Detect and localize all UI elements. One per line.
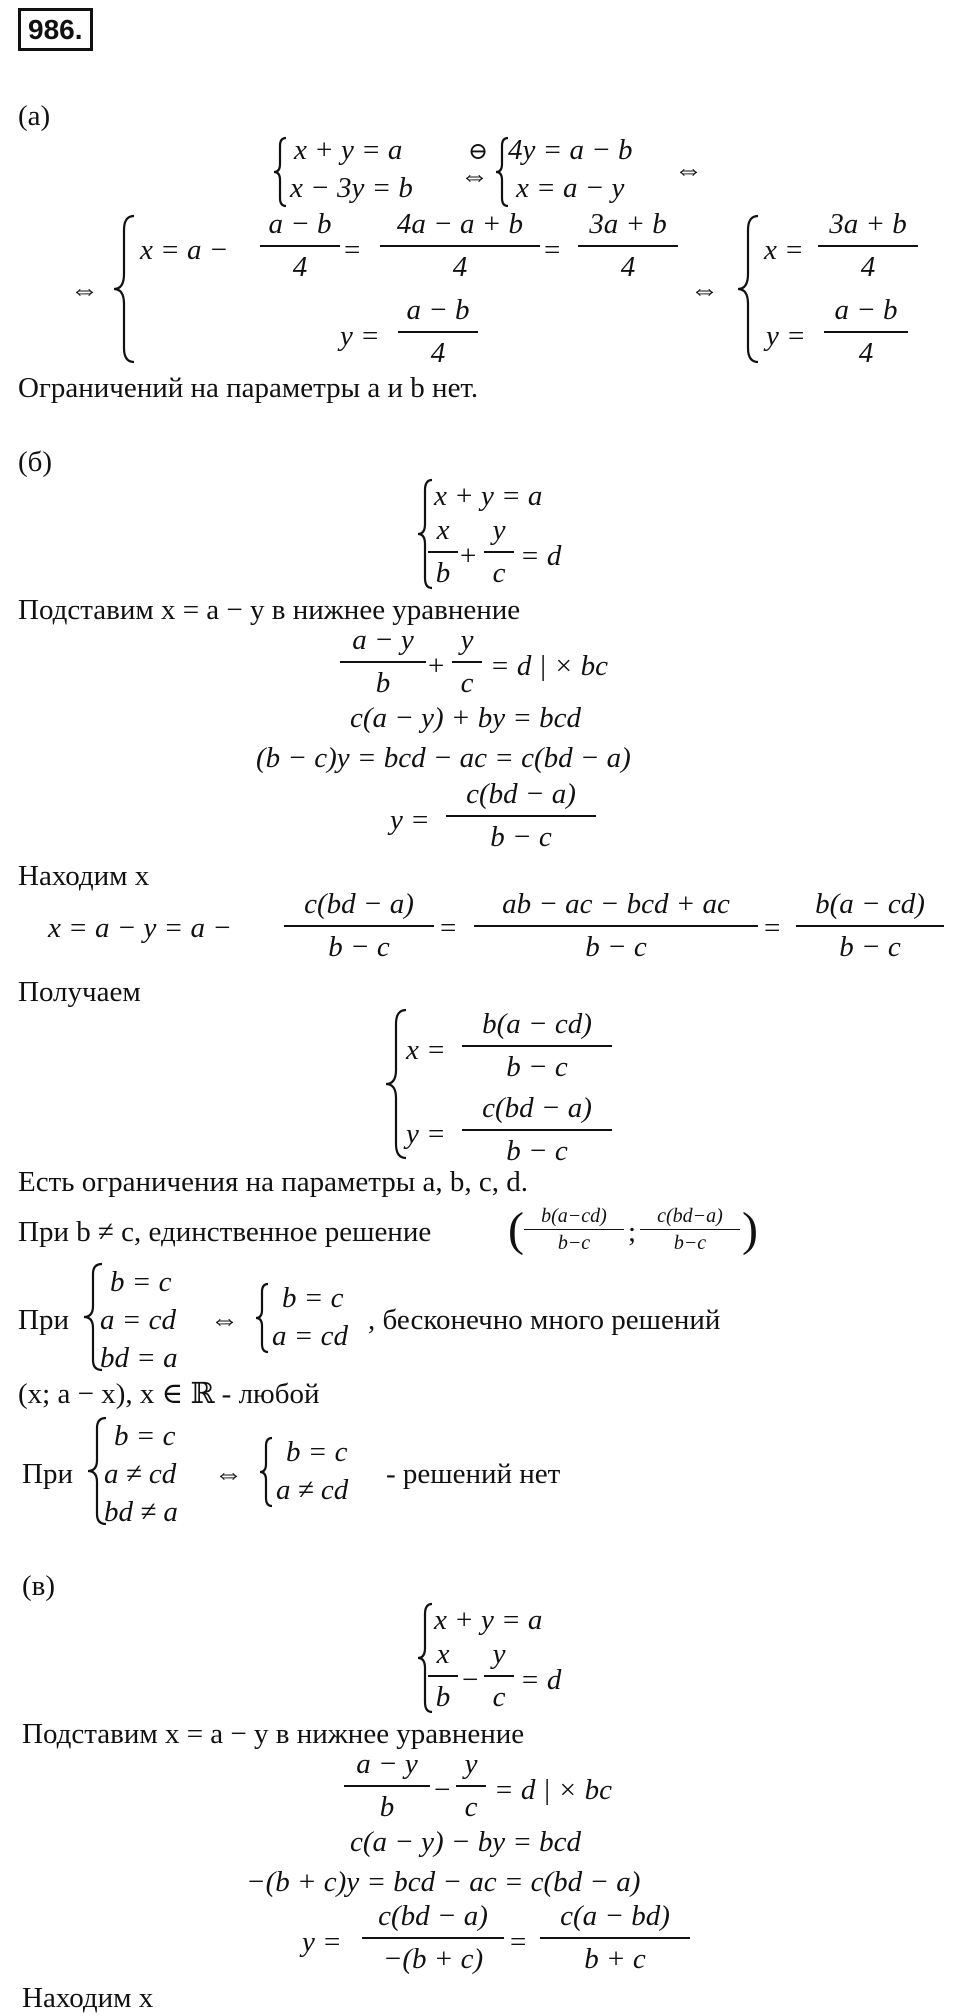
- b-eq-d: = d: [520, 540, 562, 572]
- sys2-eq1: 4y = a − b: [508, 134, 633, 166]
- b-line4: (b − c)y = bcd − ac = c(bd − a): [256, 742, 631, 774]
- iff-symbol: ⇔: [70, 274, 99, 306]
- b-x-chain-lhs: x = a − y = a −: [48, 912, 232, 944]
- b-y-lhs: y =: [390, 804, 430, 836]
- fraction: $\frac{c(bd - a)}{b - c}$: [284, 890, 434, 962]
- fraction: $\frac{3a + b}{4}$: [818, 210, 918, 282]
- c-sys-eq1: x + y = a: [434, 1604, 543, 1636]
- equals: =: [440, 912, 457, 944]
- c-eq-d: = d: [520, 1664, 562, 1696]
- c3-e3: bd ≠ a: [104, 1496, 178, 1528]
- fraction: $\frac{a - b}{4}$: [398, 296, 478, 368]
- c2-e1: b = c: [110, 1266, 172, 1298]
- brace: [734, 214, 762, 364]
- equals: =: [764, 912, 781, 944]
- x-lhs: x = a −: [140, 234, 229, 266]
- iff-symbol: ⇔: [674, 154, 703, 186]
- fraction: $\frac{b(a - cd)}{b - c}$: [796, 890, 944, 962]
- sys2-eq2: x = a − y: [516, 172, 625, 204]
- iff-symbol: ⇔: [460, 160, 489, 192]
- plus: +: [428, 650, 445, 682]
- b-subst-text: Подставим x = a − y в нижнее уравнение: [18, 594, 521, 626]
- b-get: Получаем: [18, 976, 141, 1008]
- iff-symbol: ⇔: [210, 1304, 239, 1336]
- part-b-label: (б): [18, 446, 53, 478]
- fraction: $\frac{3a + b}{4}$: [578, 210, 678, 282]
- fraction: $\frac{y}{c}$: [452, 626, 482, 698]
- plus: +: [460, 540, 477, 572]
- b-case3-pri: При: [22, 1458, 73, 1490]
- semicolon: ;: [628, 1216, 637, 1248]
- c3-r2: a ≠ cd: [276, 1474, 349, 1506]
- y-lhs: y =: [340, 320, 380, 352]
- c2-tail: , бесконечно много решений: [368, 1304, 721, 1336]
- c-y-lhs: y =: [302, 1926, 342, 1958]
- fraction: $\frac{y}{c}$: [484, 1640, 514, 1712]
- sys1-eq2: x − 3y = b: [290, 172, 413, 204]
- fraction: $\frac{a - y}{b}$: [344, 1750, 430, 1822]
- fraction: $\frac{x}{b}$: [428, 1640, 458, 1712]
- c3-r1: b = c: [286, 1436, 348, 1468]
- fraction: ab − ac − bcd + ac b − c: [474, 890, 758, 962]
- c-line4: −(b + c)y = bcd − ac = c(bd − a): [246, 1866, 641, 1898]
- fraction: $\frac{4a - a + b}{4}$: [380, 210, 540, 282]
- paren-open: (: [508, 1203, 524, 1256]
- fraction: $\frac{a - y}{b}$: [340, 626, 426, 698]
- brace: [110, 214, 138, 364]
- b-case2-pri: При: [18, 1304, 69, 1336]
- equals: =: [510, 1926, 527, 1958]
- equals: =: [544, 234, 561, 266]
- minus: −: [434, 1774, 451, 1806]
- c2-r2: a = cd: [272, 1320, 348, 1352]
- b-eq-d-times: = d | × bc: [490, 650, 608, 682]
- brace: [272, 136, 288, 208]
- minus: −: [462, 1664, 479, 1696]
- b-res-y-lhs: y =: [406, 1118, 446, 1150]
- brace: [258, 1436, 274, 1508]
- c-subst-text: Подставим x = a − y в нижнее уравнение: [22, 1718, 525, 1750]
- fraction: $\frac{c(bd-a)}{b-c}$: [640, 1206, 740, 1253]
- equals: =: [344, 234, 361, 266]
- res-x-lhs: x =: [764, 234, 804, 266]
- minus-circle-icon: ⊖: [468, 139, 489, 165]
- c3-e2: a ≠ cd: [104, 1458, 177, 1490]
- part-a-label: (а): [18, 100, 51, 132]
- fraction: $\frac{x}{b}$: [428, 516, 458, 588]
- fraction: $\frac{b(a - cd)}{b - c}$: [462, 1010, 612, 1082]
- part-c-label: (в): [22, 1570, 56, 1602]
- c2-e3: bd = a: [100, 1342, 178, 1374]
- b-res-x-lhs: x =: [406, 1034, 446, 1066]
- sys1-eq1: x + y = a: [294, 134, 403, 166]
- c3-e1: b = c: [114, 1420, 176, 1452]
- fraction: $\frac{y}{c}$: [484, 516, 514, 588]
- c-line3: c(a − y) − by = bcd: [350, 1826, 582, 1858]
- fraction: $\frac{a - b}{4}$: [260, 210, 340, 282]
- brace: [254, 1282, 270, 1354]
- b-case1-pre: При b ≠ c, единственное решение: [18, 1216, 432, 1248]
- c3-tail: - решений нет: [386, 1458, 561, 1490]
- fraction: $\frac{y}{c}$: [456, 1750, 486, 1822]
- b-find-x: Находим x: [18, 860, 150, 892]
- fraction: $\frac{c(a - bd)}{b + c}$: [540, 1902, 690, 1974]
- fraction: $\frac{a - b}{4}$: [824, 296, 908, 368]
- fraction: $\frac{c(bd - a)}{b - c}$: [462, 1094, 612, 1166]
- fraction: $\frac{c(bd - a)}{-(b + c)}$: [362, 1902, 504, 1974]
- b-line3: c(a − y) + by = bcd: [350, 702, 582, 734]
- b-sys-eq1: x + y = a: [434, 480, 543, 512]
- fraction: $\frac{b(a-cd)}{b-c}$: [524, 1206, 624, 1253]
- b-restr: Есть ограничения на параметры a, b, c, d.: [18, 1166, 529, 1198]
- paren-close: ): [742, 1203, 758, 1256]
- fraction: $\frac{c(bd - a)}{b - c}$: [446, 780, 596, 852]
- c-find-x: Находим x: [22, 1982, 154, 2014]
- iff-symbol: ⇔: [214, 1458, 243, 1490]
- c2-answer: (x; a − x), x ∈ ℝ - любой: [18, 1378, 320, 1410]
- res-y-lhs: y =: [766, 320, 806, 352]
- problem-number: 986.: [18, 8, 93, 51]
- c2-e2: a = cd: [100, 1304, 176, 1336]
- c2-r1: b = c: [282, 1282, 344, 1314]
- iff-symbol: ⇔: [690, 274, 719, 306]
- part-a-note: Ограничений на параметры a и b нет.: [18, 372, 479, 404]
- c-eq-d-times: = d | × bc: [494, 1774, 612, 1806]
